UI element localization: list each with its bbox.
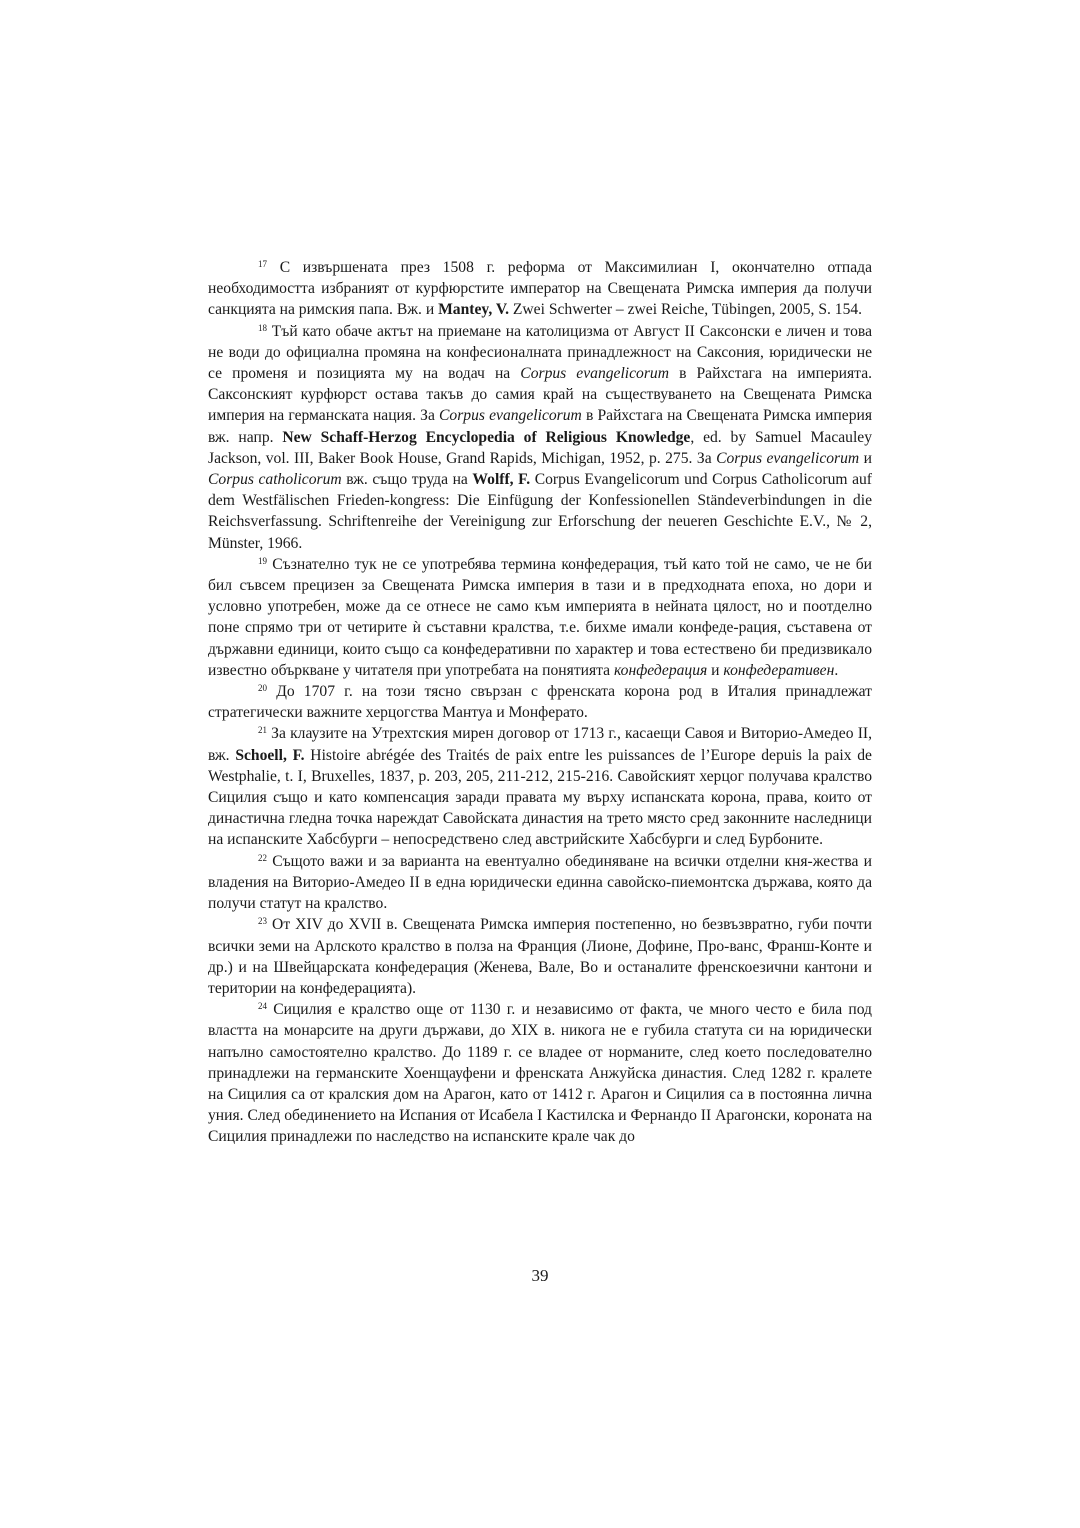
footnote-22 bbox=[208, 851, 872, 915]
footnote-number: 19 bbox=[258, 555, 267, 566]
footnote-text: Съзнателно тук не се употребява термина конфедерация, тъй като той не само, че не би бил съвсем прецизен за Свещената Римска империя в тази и в предходната епоха, но дори и условно употребен, може да се отнесе не само към империята в нейната цялост, но и поотделно поне спрямо три от четирите ѝ съставни кралства, т.е. бихме имали конфеде-рация, съставена от държавни единици, които също са конфедеративни по характер и това естествено би предизвикало известно объркване у читателя при употребата на понятията bbox=[208, 555, 872, 679]
footnote-text: . bbox=[834, 661, 839, 679]
footnote-23 bbox=[208, 914, 872, 999]
footnote-text: Тъй като обаче актът на приемане на католицизма от Август II Саксонски е личен и това не води до официална промяна на конфесионалната принадлежност на Саксония, юридически не се променя и позицията му на водач на bbox=[208, 322, 872, 383]
footnote-number: 18 bbox=[258, 322, 267, 333]
footnote-number: 23 bbox=[258, 916, 267, 927]
italic-term: Corpus evangelicorum bbox=[439, 407, 582, 425]
footnote-number: 20 bbox=[258, 683, 267, 694]
italic-term: конфедерация bbox=[613, 661, 708, 679]
footnote-text: От XIV до XVII в. Свещената Римска империя постепенно, но безвъзвратно, губи почти всички земи на Арлското кралство в полза на Франция (Лионе, Дофине, Про-ванс, Франш-Конте и др.) и на Швейцарската конфедерация (Женева, Вале, Во и останалите френскоезични кантони и територии на конфедерацията). bbox=[208, 916, 872, 997]
footnote-20 bbox=[208, 681, 872, 723]
footnote-21 bbox=[208, 723, 872, 850]
footnote-text: , ed. by Samuel Macauley Jackson, vol. III, Baker Book House, Grand Rapids, Michigan, 1952, p. 275. За bbox=[208, 428, 873, 467]
footnote-text: За клаузите на Утрехтския мирен договор от 1713 г., касаещи Савоя и Виторио-Амедео II, вж. bbox=[208, 725, 872, 764]
footnote-text: в Райхстага на империята. Саксонският курфюрст остава такъв до самия край на съществуването на Свещената Римска империя на германската нация. За bbox=[208, 365, 873, 425]
footnote-number: 24 bbox=[258, 1001, 267, 1012]
footnote-text: Histoire abrégée des Traités de paix entre les puissances de l’Europe depuis la paix de Westphalie, t. I, Bruxelles, 1837, p. 203, 205, 211-212, 215-216. Савойският херцог получава кралство Сицилия също и като компенсация заради правата му върху испанската корона, права, които от династична гледна точка нареждат Савойската династия на трето място сред законните наследници на испанските Хабсбурги – непосредствено след австрийските Хабсбурги и след Бурбоните. bbox=[208, 746, 872, 849]
italic-term: Corpus evangelicorum bbox=[716, 449, 860, 467]
footnote-19 bbox=[208, 554, 872, 681]
footnote-24 bbox=[208, 999, 872, 1147]
italic-term: Corpus evangelicorum bbox=[520, 365, 669, 383]
footnote-text: вж. също труда на bbox=[341, 471, 473, 489]
footnote-18 bbox=[208, 321, 872, 554]
footnote-text: До 1707 г. на този тясно свързан с френската корона род в Италия принадлежат стратегически важните херцогства Мантуа и Монферато. bbox=[208, 683, 872, 722]
footnotes-block bbox=[208, 257, 872, 1148]
footnote-17 bbox=[208, 257, 872, 321]
footnote-number: 17 bbox=[258, 259, 267, 269]
footnote-number: 22 bbox=[258, 852, 267, 863]
footnote-text: Corpus Evangelicorum und Corpus Catholicorum auf dem Westfälischen Frieden-kongress: Die Einfügung der Konfessionellen Ständeverbindungen in die Reichsverfassung. Schriftenreihe der Vereinigung zur Erforschung der neueren Geschichte E.V., № 2, Münster, 1966. bbox=[208, 471, 872, 552]
footnote-text: Zwei Schwerter – zwei Reiche, Tübingen, 2005, S. 154. bbox=[508, 301, 863, 319]
footnote-text: Същото важи и за варианта на евентуално обединяване на всички отделни кня-жества и владения на Виторио-Амедео II в една юридически единна савойско-пиемонтска държава, която да получи статут на кралство. bbox=[208, 852, 872, 913]
bold-reference: Schoell, F. bbox=[235, 746, 305, 764]
page-number: 39 bbox=[531, 1266, 549, 1285]
italic-term: Corpus catholicorum bbox=[208, 471, 342, 489]
footnote-text: С извършената през 1508 г. реформа от Максимилиан I, окончателно отпада необходимостта избраният от курфюрстите император на Свещената Римска империя да получи санкцията на римския папа. Вж. и bbox=[208, 259, 872, 319]
footnote-number: 21 bbox=[258, 725, 267, 736]
bold-reference: Wolff, F. bbox=[472, 471, 531, 489]
footnote-text: и bbox=[859, 449, 873, 467]
bold-reference: New Schaff-Herzog Encyclopedia of Religious Knowledge bbox=[282, 428, 691, 446]
footnote-text: в Райхстага на Свещената Римска империя вж. напр. bbox=[208, 407, 873, 446]
bold-reference: Mantey, V. bbox=[438, 301, 509, 319]
italic-term: конфедеративен bbox=[723, 661, 835, 679]
footnote-text: Сицилия е кралство още от 1130 г. и независимо от факта, че много често е била под властта на монарсите на други държави, до XIX в. никога не е губила статута си на юридически напълно самостоятелно кралство. До 1189 г. се владее от норманите, след което последователно принадлежи на германските Хоенщауфени и френската Анжуйска династия. След 1282 г. кралете на Сицилия са от кралския дом на Арагон, като от 1412 г. Арагон и Сицилия са в постоянна лична уния. След обединението на Испания от Исабела I Кастилска и Фернандо II Арагонски, короната на Сицилия принадлежи по наследство на испанските крале чак до bbox=[208, 1001, 872, 1146]
footnote-text: и bbox=[707, 661, 724, 679]
